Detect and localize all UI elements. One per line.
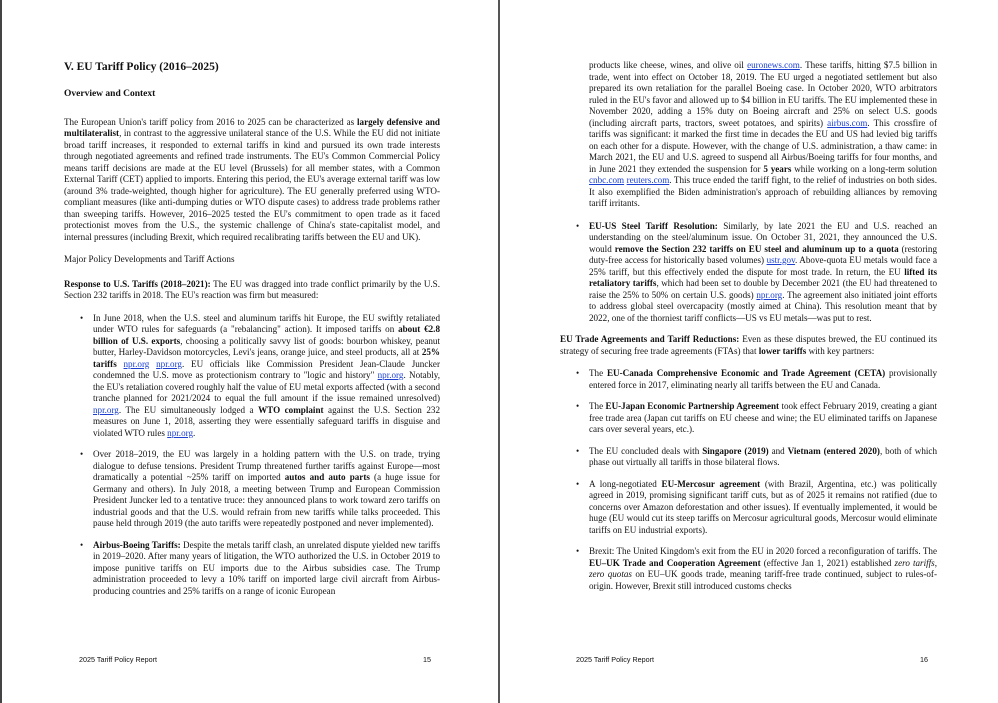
source-link[interactable]: npr.org <box>377 370 404 380</box>
fta-paragraph: EU Trade Agreements and Tariff Reductions: Even as these disputes brewed, the EU continued its strategy of securing free trade agreements (FTAs) that lower tariffs with key partners: <box>560 334 937 356</box>
bullet-icon: • <box>576 368 580 378</box>
response-paragraph: Response to U.S. Tariffs (2018–2021): The EU was dragged into trade conflict primarily by the U.S. Section 232 tariffs in 2018. The EU's reaction was firm but measured: <box>64 278 440 300</box>
source-link[interactable]: cnbc.com <box>589 175 625 185</box>
list-item: • The EU-Japan Economic Partnership Agreement took effect February 2019, creating a giant free trade area (Japan cut tariffs on EU cheese and wine; the EU eliminated tariffs on Japanese cars over several years, etc.). <box>576 401 938 434</box>
list-item: • Airbus-Boeing Tariffs: Despite the metals tariff clash, an unrelated dispute yielded new tariffs in 2019–2020. After many years of litigation, the WTO authorized the U.S. in October 2019 to impose punitive tariffs on EU imports due to the Airbus subsidies case. The Trump administration proceeded to levy a 10% tariff on imported large civil aircraft from Airbus-producing countries and 25% tariffs on a range of iconic European <box>80 539 440 596</box>
bullet-icon: • <box>80 449 84 459</box>
source-link[interactable]: npr.org <box>123 358 150 369</box>
source-link[interactable]: airbus.com <box>827 117 868 128</box>
bullet-icon: • <box>576 445 580 456</box>
source-link[interactable]: npr.org <box>167 427 194 438</box>
list-item: • Brexit: The United Kingdom's exit from the EU in 2020 forced a reconfiguration of tariffs. The EU–UK Trade and Cooperation Agreement (effective Jan 1, 2021) established zero tariffs, zero quotas on EU–UK goods trade, meaning tariff-free trade continued, subject to rules-of-origin. However, Brexit still introduced customs checks <box>576 546 937 591</box>
section-title: V. EU Tariff Policy (2016–2025) <box>64 61 219 73</box>
list-item: • In June 2018, when the U.S. steel and aluminum tariffs hit Europe, the EU swiftly retaliated under WTO rules for safeguards (a "rebalancing" action). It imposed tariffs on about €2.8 billion of U.S. exports, choosing a politically savvy list of goods: bourbon whiskey, peanut butter, Harley-Davidson motorcycles, Levi's jeans, orange juice, and steel products, all at 25% tariffs npr.org npr.org. EU officials like Commission President Jean-Claude Juncker condemned the U.S. move as protectionism contrary to "logic and history" npr.org. Notably, the EU's retaliation covered roughly half the value of EU metal exports affected (with a second tranche planned for 2021/2024 to equal the full amount if the issue remained unresolved) npr.org. The EU simultaneously lodged a WTO complaint against the U.S. Section 232 measures on June 1, 2018, asserting they were essentially safeguard tariffs in disguise and violated WTO rules npr.org. <box>80 312 441 438</box>
list-item: • The EU concluded deals with Singapore (2019) and Vietnam (entered 2020), both of which phase out virtually all tariffs in those bilateral flows. <box>576 445 938 467</box>
airbus-continuation: products like cheese, wines, and olive oil euronews.com. These tariffs, hitting $7.5 billion in trade, went into effect on October 18, 2019. The EU urged a negotiated settlement but also prepared its own retaliation for the parallel Boeing case. In October 2020, WTO arbitrators ruled in the EU's favor and allowed up to $4 billion in EU tariffs. The EU implemented these in November 2020, adding a 15% duty on Boeing aircraft and 25% on select U.S. goods (including aircraft parts, tractors, sweet potatoes, and spirits) airbus.com. This crossfire of tariffs was significant: it marked the first time in decades the EU and US had levied big tariffs on each other for a dispute. However, with the change of U.S. administration, a thaw came: in March 2021, the EU and U.S. agreed to suspend all Airbus/Boeing tariffs for four months, and in June 2021 they extended the suspension for 5 years while working on a long-term solution cnbc.com reuters.com. This truce ended the tariff fight, to the relief of industries on both sides. It also exemplified the Biden administration's approach of rebuilding alliances by removing tariff irritants. <box>589 60 938 208</box>
source-link[interactable]: euronews.com <box>747 60 800 70</box>
page-16 <box>500 0 998 703</box>
page-number: 16 <box>920 655 928 664</box>
bullet-icon: • <box>576 546 580 556</box>
list-item: • Over 2018–2019, the EU was largely in a holding pattern with the U.S. on trade, trying dialogue to defuse tensions. President Trump threatened further tariffs against Europe—most dramatically a potential ~25% tariff on imported autos and auto parts (a huge issue for Germany and others). In July 2018, a meeting between Trump and European Commission President Juncker led to a tentative truce: they announced plans to work toward zero tariffs on industrial goods and that the U.S. would refrain from new tariffs while talks proceeded. This pause held through 2019 (the auto tariffs were repeatedly postponed and never implemented). <box>80 449 440 528</box>
response-list <box>64 313 440 598</box>
footer-title: 2025 Tariff Policy Report <box>79 655 158 664</box>
bullet-icon: • <box>576 478 580 489</box>
bullet-icon: • <box>80 312 84 323</box>
bullet-icon: • <box>80 539 84 550</box>
major-heading: Major Policy Developments and Tariff Actions <box>64 254 235 264</box>
list-item: • The EU-Canada Comprehensive Economic and Trade Agreement (CETA) provisionally entered force in 2017, eliminating nearly all tariffs between the EU and Canada. <box>576 368 937 390</box>
steel-list <box>560 221 937 325</box>
bullet-icon: • <box>576 401 580 411</box>
list-item: • EU-US Steel Tariff Resolution: Similarly, by late 2021 the EU and U.S. reached an understanding on the steel/aluminum issue. On October 31, 2021, they announced the U.S. would remove the Section 232 tariffs on EU steel and aluminum up to a quota (restoring duty-free access for historically based volumes) ustr.gov. Above-quota EU metals would face a 25% tariff, but this effectively ended the dispute for most trade. In return, the EU lifted its retaliatory tariffs, which had been set to double by December 2021 (the EU had threatened to raise the 25% to 50% on certain U.S. goods) npr.org. The agreement also initiated joint efforts to address global steel overcapacity (mostly aimed at China). This resolution meant that by 2022, one of the thorniest tariff conflicts—US vs EU metals—was put to rest. <box>576 220 938 323</box>
list-item: • A long-negotiated EU-Mercosur agreement (with Brazil, Argentina, etc.) was politically agreed in 2019, promising significant tariff cuts, but as of 2025 it remains not ratified (due to concerns over Amazon deforestation and other issues). If eventually implemented, it would be huge (EU would cut its steep tariffs on Mercosur agricultural goods, Mercosur would eliminate tariffs on EU industrial exports). <box>576 478 937 535</box>
fta-list <box>576 368 938 592</box>
source-link[interactable]: reuters.com <box>626 175 670 185</box>
bullet-icon: • <box>576 220 580 231</box>
footer-title: 2025 Tariff Policy Report <box>576 655 655 664</box>
overview-heading: Overview and Context <box>64 89 156 99</box>
page-15-body <box>64 60 440 607</box>
source-link[interactable]: npr.org <box>156 358 182 369</box>
source-link[interactable]: npr.org <box>93 404 119 415</box>
page-number: 15 <box>423 655 431 664</box>
source-link[interactable]: ustr.gov <box>766 255 796 265</box>
source-link[interactable]: npr.org <box>756 289 783 300</box>
page-16-body <box>560 60 938 602</box>
overview-paragraph: The European Union's tariff policy from 2016 to 2025 can be characterized as largely defensive and multilateralist, in contrast to the aggressive unilateral stance of the U.S. While the EU did not initiate broad tariff increases, it responded to external tariffs in kind and pursued its own trade interests through negotiated agreements and refined trade instruments. The EU's Common Commercial Policy means tariff decisions are made at the EU level (Brussels) for all member states, with a Common External Tariff (CET) applied to imports. Entering this period, the EU's average external tariff was low (around 3% trade-weighted, though higher for agriculture). The EU generally preferred using WTO-compliant measures (like anti-dumping duties or WTO dispute cases) to address trade problems rather than sweeping tariffs. However, 2016–2025 tested the EU's commitment to open trade as it faced protectionist moves from the U.S., the systemic challenge of China's state-capitalist model, and internal pressures (including Brexit, which required recalibrating tariffs between the EU and UK). <box>64 116 440 242</box>
